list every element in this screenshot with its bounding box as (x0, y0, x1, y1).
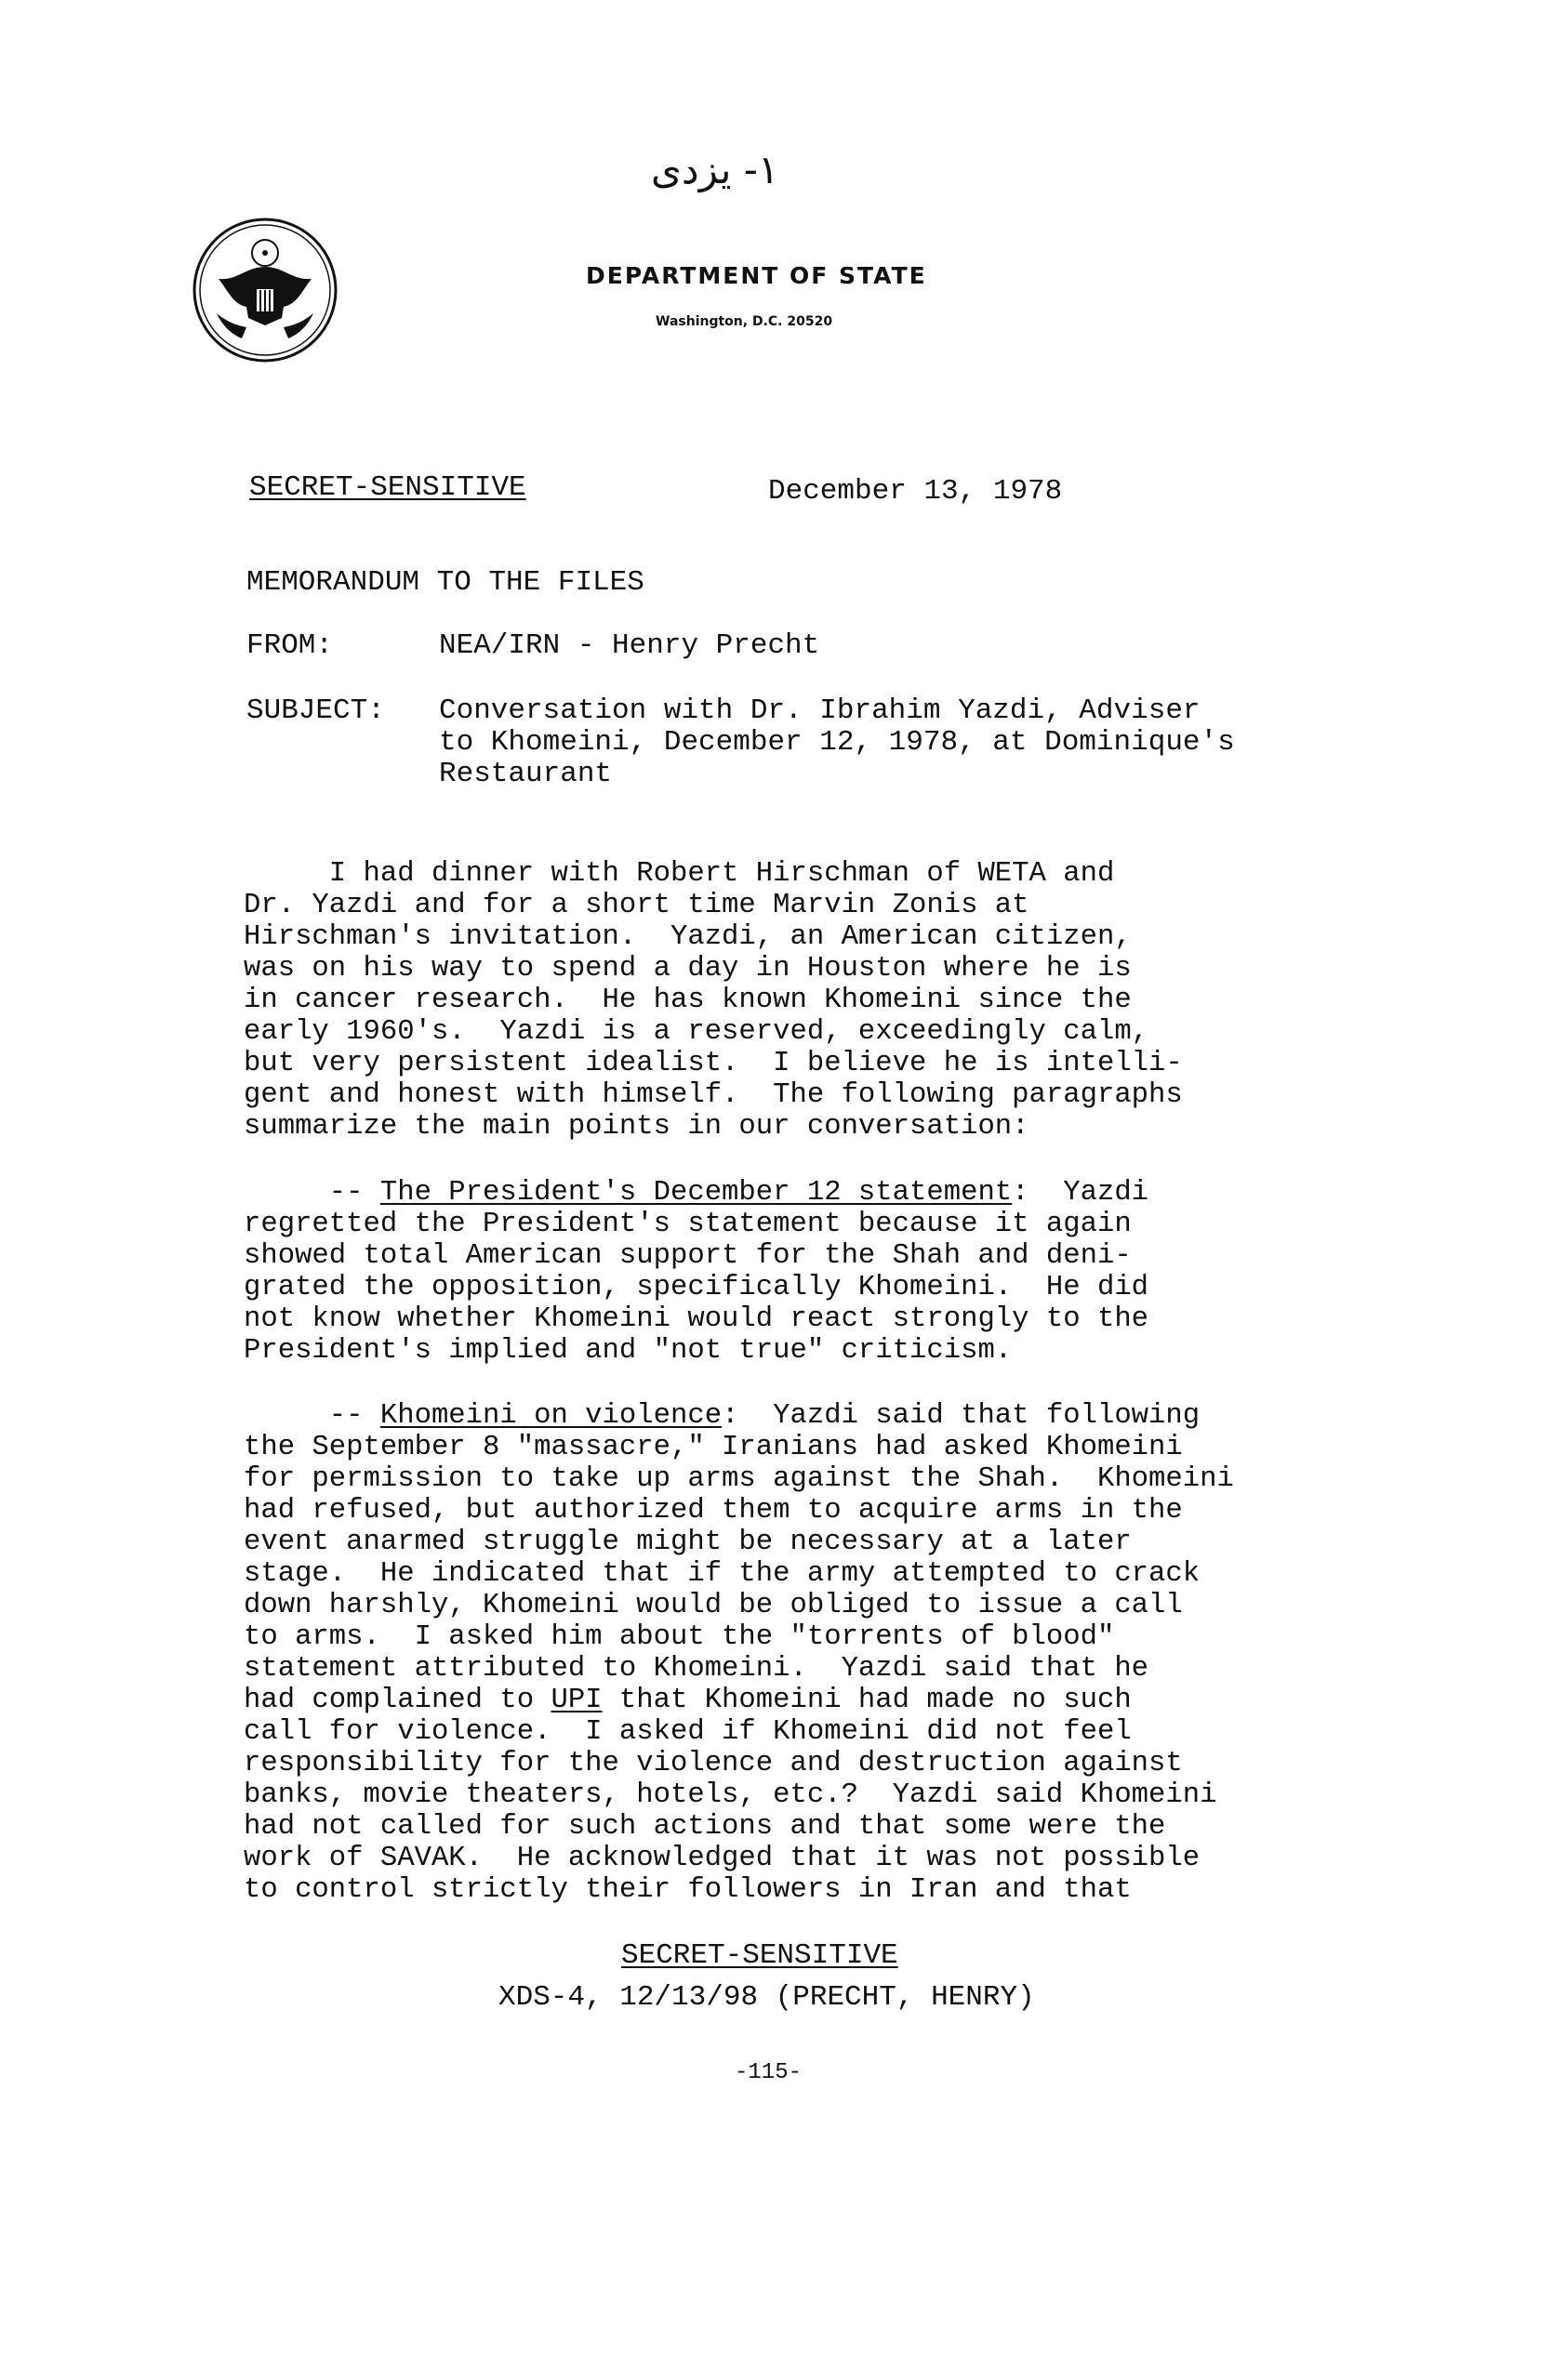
khomeini-violence-heading: Khomeini on violence (379, 1400, 723, 1432)
subject-value: Conversation with Dr. Ibrahim Yazdi, Adviser to Khomeini, December 12, 1978, at Dominique's Restaurant (439, 694, 1235, 790)
khomeini-violence-first-line: : Yazdi said that following (722, 1400, 1201, 1432)
declassification-line: XDS-4, 12/13/98 (PRECHT, HENRY) (498, 1981, 1035, 2014)
memo-date: December 13, 1978 (768, 475, 1063, 508)
president-statement-paragraph: -- The President's December 12 statement: Yazdi regretted the President's statement because it again showed total American support for the Shah and deni- grated the opposition, specifically Khomeini. He did not know whether Khomeini would react strongly to the President's implied and "not true" criticism. (244, 1177, 1149, 1367)
president-statement-heading: The President's December 12 statement (379, 1177, 1013, 1209)
khomeini-violence-paragraph: -- Khomeini on violence: Yazdi said that following the September 8 "massacre," Iranians had asked Khomeini for permission to take up arms against the Shah. Khomeini had refused, but authorized them to acquire arms in the event anarmed struggle might be necessary at a later stage. He indicated that if the army attempted to crack down harshly, Khomeini would be obliged to issue a call to arms. I asked him about the "torrents of blood" statement attributed to Khomeini. Yazdi said that he had complained to UPI that Khomeini had made no such call for violence. I asked if Khomeini did not feel responsibility for the violence and destruction against banks, movie theaters, hotels, etc.? Yazdi said Khomeini had not called for such actions and that some were the work of SAVAK. He acknowledged that it was not possible to control strictly their followers in Iran and that (244, 1400, 1234, 1906)
department-address: Washington, D.C. 20520 (656, 314, 833, 329)
subject-label: SUBJECT: (246, 694, 385, 727)
page-number: -115- (735, 2060, 803, 2085)
from-value: NEA/IRN - Henry Precht (439, 629, 820, 662)
khomeini-violence-body-a: the September 8 "massacre," Iranians had asked Khomeini for permission to take up arms against the Shah. Khomeini had refused, but authorized them to acquire arms in the event anarmed struggle might be necessary at a later stage. He indicated that if the army attempted to crack down harshly, Khomeini would be obliged to issue a call to arms. I asked him about the "torrents of blood" statement attributed to Khomeini. Yazdi said that he had complained to (244, 1432, 1234, 1716)
state-department-seal (191, 216, 339, 364)
classification-top: SECRET-SENSITIVE (249, 471, 526, 504)
upi-reference: UPI (551, 1685, 603, 1716)
handwritten-persian-note: ۱- یزدی (651, 147, 779, 192)
from-label: FROM: (246, 629, 334, 662)
khomeini-violence-body-b: that Khomeini had made no such call for violence. I asked if Khomeini did not feel responsibility for the violence and destruction against banks, movie theaters, hotels, etc.? Yazdi said Khomeini had not called for such actions and that some were the work of SAVAK. He acknowledged that it was not possible to control strictly their followers in Iran and that (244, 1685, 1217, 1906)
president-statement-first-line: : Yazdi (1012, 1177, 1149, 1209)
intro-paragraph: I had dinner with Robert Hirschman of WETA and Dr. Yazdi and for a short time Marvin Zonis at Hirschman's invitation. Yazdi, an American citizen, was on his way to spend a day in Houston where he is in cancer research. He has known Khomeini since the early 1960's. Yazdi is a reserved, exceedingly calm, but very persistent idealist. I believe he is intelli- gent and honest with himself. The following paragraphs summarize the main points in our conversation: (244, 858, 1183, 1143)
classification-bottom: SECRET-SENSITIVE (621, 1939, 898, 1972)
president-statement-body: regretted the President's statement because it again showed total American support for the Shah and deni- grated the opposition, specifically Khomeini. He did not know whether Khomeini would react strongly to the President's implied and "not true" criticism. (244, 1209, 1149, 1367)
department-heading: DEPARTMENT OF STATE (586, 262, 927, 289)
memo-title: MEMORANDUM TO THE FILES (246, 566, 644, 599)
